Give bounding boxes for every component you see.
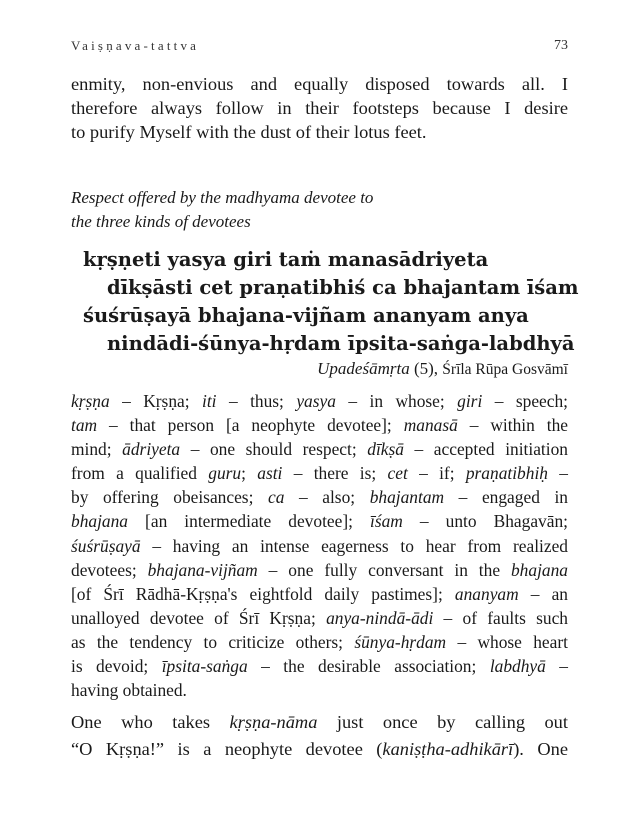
gloss-text: is devoid;: [71, 656, 162, 677]
sanskrit-term: bhajana-vijñam: [147, 559, 258, 580]
sanskrit-term: dīkṣā: [367, 439, 404, 460]
sanskrit-term: guru: [208, 463, 242, 484]
sanskrit-term: śuśrūṣayā: [71, 535, 141, 556]
text-line: [71, 485, 568, 509]
sanskrit-term: manasā: [403, 415, 458, 436]
gloss-text: – of faults such: [433, 607, 568, 628]
text-line: [71, 437, 568, 461]
gloss-text: from a qualified: [71, 463, 209, 484]
sanskrit-term: anya-nindā-ādi: [326, 607, 434, 628]
source-author: Śrīla Rūpa Gosvāmī: [442, 361, 568, 378]
gloss-text: – accepted initiation: [403, 439, 568, 460]
intro-line: to purify Myself with the dust of their lotus feet.: [71, 122, 427, 142]
gloss-text: – whose heart: [446, 631, 568, 652]
gloss-text: – in whose;: [335, 391, 458, 411]
intro-line: therefore always follow in their footsteps because I desire: [71, 98, 568, 118]
section-heading: [71, 186, 568, 234]
gloss-text: – one fully conversant in the: [257, 559, 511, 580]
sanskrit-term: īpsita-saṅga: [161, 656, 248, 677]
gloss-text: – that person [a neophyte devotee];: [97, 415, 404, 436]
intro-line: enmity, non-envious and equally disposed towards all. I: [71, 74, 568, 94]
gloss-text: devotees;: [71, 559, 148, 580]
verse-line: śuśrūṣayā bhajana-vijñam ananyam anya: [83, 304, 529, 327]
gloss-text: – thus;: [216, 391, 297, 411]
sanskrit-term: ananyam: [454, 583, 519, 604]
text-line: [71, 606, 568, 630]
text-line: [71, 630, 568, 654]
sanskrit-term: iti: [202, 391, 217, 411]
gloss-text: – if;: [407, 463, 466, 484]
gloss-text: – within the: [457, 415, 568, 436]
gloss-text: – Kṛṣṇa;: [109, 391, 203, 411]
sanskrit-term: bhajana: [510, 559, 568, 580]
verse-source: [317, 357, 568, 382]
verse-line: kṛṣṇeti yasya giri taṁ manasādriyeta: [83, 248, 489, 271]
gloss-text: by offering obeisances;: [71, 487, 268, 508]
text-line: [71, 413, 568, 437]
gloss-text: – speech;: [482, 391, 568, 411]
gloss-text: – engaged in: [444, 487, 568, 508]
text-line: [71, 736, 568, 763]
gloss-text: – there is;: [282, 463, 388, 484]
text-line: [71, 461, 568, 485]
gloss-text: mind;: [71, 439, 123, 460]
gloss-text: unalloyed devotee of Śrī Kṛṣṇa;: [71, 607, 327, 628]
final-paragraph: [71, 709, 568, 763]
source-title: Upadeśāmṛta: [317, 359, 410, 378]
sanskrit-term: īśam: [370, 511, 403, 532]
sanskrit-term: ādriyeta: [122, 439, 181, 460]
running-head: [71, 38, 568, 58]
gloss-text: having obtained.: [71, 680, 187, 701]
verse-line: nindādi-śūnya-hṛdam īpsita-saṅga-labdhyā: [107, 332, 575, 355]
gloss-text: One who takes: [71, 712, 230, 732]
sanskrit-term: kaniṣṭha-adhikārī: [382, 739, 514, 759]
gloss-text: –: [545, 656, 568, 677]
page-number: 73: [554, 38, 568, 53]
gloss-text: [of Śrī Rādhā-Kṛṣṇa's eightfold daily pastimes];: [71, 583, 455, 604]
sanskrit-term: giri: [457, 391, 483, 411]
verse-line: dīkṣāsti cet praṇatibhiś ca bhajantam īśam: [107, 276, 579, 299]
sanskrit-term: cet: [387, 463, 408, 484]
sanskrit-verse: [83, 246, 579, 358]
sanskrit-term: śūnya-hṛdam: [354, 631, 447, 652]
word-glossary: [71, 389, 568, 702]
gloss-text: “O Kṛṣṇa!” is a neophyte devotee (: [71, 739, 383, 759]
sanskrit-term: tam: [71, 415, 98, 436]
gloss-text: ). One: [513, 739, 568, 759]
text-line: [71, 709, 568, 736]
gloss-text: just once by calling out: [317, 712, 568, 732]
source-ref: (5),: [409, 359, 443, 378]
text-line: [71, 509, 568, 533]
sanskrit-term: bhajana: [71, 511, 129, 532]
sanskrit-term: ca: [267, 487, 285, 508]
text-line: [71, 678, 568, 702]
section-heading-line: Respect offered by the madhyama devotee to: [71, 188, 374, 207]
text-line: [71, 558, 568, 582]
gloss-text: – having an intense eagerness to hear from realized: [140, 535, 568, 556]
sanskrit-term: kṛṣṇa: [71, 391, 110, 411]
text-line: [71, 534, 568, 558]
gloss-text: –: [547, 463, 568, 484]
sanskrit-term: asti: [257, 463, 283, 484]
intro-paragraph: [71, 72, 568, 144]
section-heading-line: the three kinds of devotees: [71, 212, 251, 231]
sanskrit-term: yasya: [296, 391, 336, 411]
text-line: [71, 389, 568, 413]
gloss-text: – the desirable association;: [247, 656, 490, 677]
text-line: [71, 582, 568, 606]
gloss-text: – unto Bhagavān;: [402, 511, 568, 532]
sanskrit-term: praṇatibhiḥ: [465, 463, 548, 484]
sanskrit-term: labdhyā: [489, 656, 546, 677]
gloss-text: [an intermediate devotee];: [128, 511, 371, 532]
gloss-text: – one should respect;: [180, 439, 368, 460]
sanskrit-term: kṛṣṇa-nāma: [229, 712, 318, 732]
gloss-text: – an: [518, 583, 568, 604]
text-line: [71, 654, 568, 678]
gloss-text: ;: [241, 463, 258, 484]
gloss-text: – also;: [284, 487, 370, 508]
sanskrit-term: bhajantam: [369, 487, 445, 508]
running-head-title: Vaiṣṇava-tattva: [71, 38, 200, 53]
gloss-text: as the tendency to criticize others;: [71, 631, 355, 652]
